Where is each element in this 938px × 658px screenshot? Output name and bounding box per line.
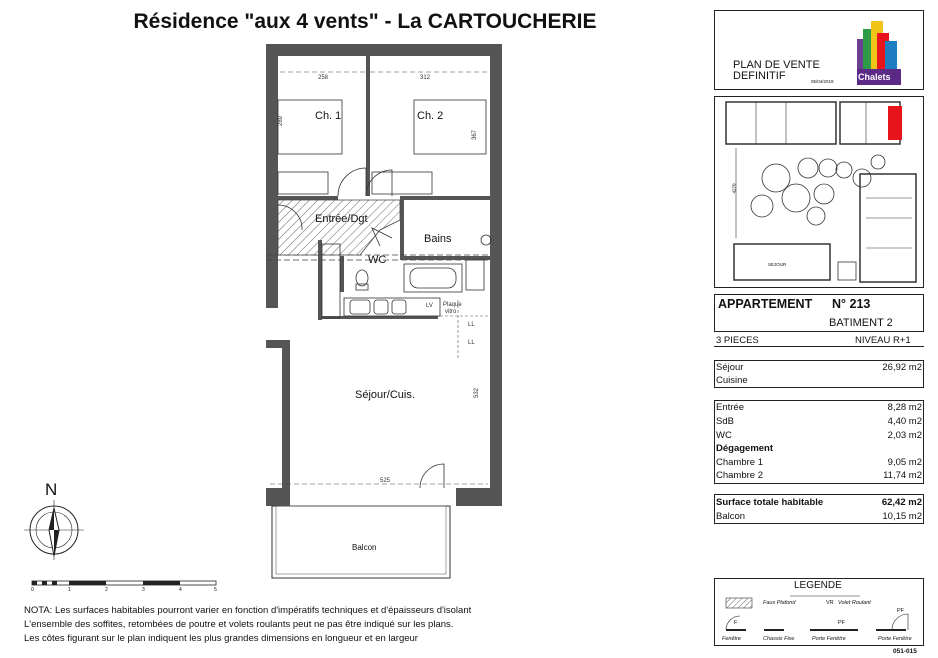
area-row-sejour: Séjour 26,92 m2 [716, 362, 922, 373]
wall-bottom-right [456, 488, 502, 506]
wall-left-mid [266, 258, 278, 308]
compass-north: N [45, 480, 58, 499]
legend-faux-plafond: Faux Plafond [763, 600, 796, 606]
plan-date: 05/04/2018 [811, 79, 834, 84]
divider [714, 346, 924, 347]
legend-pf-1: PF [838, 620, 846, 626]
wall-bottom-left [266, 488, 290, 506]
legend-porte-fenetre-2: Porte Fenêtre [878, 636, 912, 642]
legend-f: F [734, 620, 738, 626]
note-line-3: Les côtes figurant sur le plan indiquent les plus grandes dimensions en longueur et en largeur [24, 633, 418, 644]
legend-vr: VR [826, 600, 834, 606]
legend-pf-2: PF [897, 608, 905, 614]
page-title: Résidence "aux 4 vents" - La CARTOUCHERIE [133, 10, 597, 33]
dim-532: 532 [474, 387, 481, 399]
wall-right [490, 44, 502, 506]
room-label-balcon: Balcon [352, 543, 377, 552]
area-row-balcon: Balcon 10,15 m2 [716, 511, 922, 522]
area-row-total: Surface totale habitable 62,42 m2 [716, 497, 922, 508]
key-plan [716, 98, 922, 286]
label-lv: LV [426, 303, 433, 309]
label-vitro: vitro [445, 309, 457, 315]
dim-258: 258 [318, 75, 329, 81]
key-plan-sejour: SEJOUR [768, 262, 787, 267]
note-line-1: NOTA: Les surfaces habitables pourront varier en fonction d'impératifs techniques et d'épaisseurs d'isolant [24, 605, 472, 616]
legend-porte-fenetre: Porte Fenêtre [812, 636, 846, 642]
highlight-apartment [888, 106, 902, 140]
area-row-wc: WC 2,03 m2 [716, 430, 922, 441]
label-plaque: Plaque [443, 302, 462, 308]
apartment-building: BATIMENT 2 [829, 317, 893, 329]
wall-left-lower [282, 340, 290, 488]
dim-525: 525 [380, 478, 391, 484]
label-ll-1: LL [468, 322, 475, 328]
area-row-degagement: Dégagement [716, 443, 774, 454]
area-row-chambre1: Chambre 1 9,05 m2 [716, 457, 922, 468]
room-label-ch1: Ch. 1 [315, 110, 342, 122]
legend-title: LEGENDE [794, 580, 842, 591]
apartment-niveau: NIVEAU R+1 [855, 335, 911, 346]
legend-volet: Volet Roulant [838, 600, 871, 606]
area-row-cuisine: Cuisine [716, 375, 748, 386]
legend-fenetre: Fenêtre [722, 636, 741, 642]
key-plan-dim: 4270 [731, 183, 737, 194]
room-label-wc: WC [368, 254, 387, 266]
area-row-chambre2: Chambre 2 11,74 m2 [716, 470, 922, 481]
room-label-sejour: Séjour/Cuis. [355, 389, 415, 401]
dim-312: 312 [420, 75, 431, 81]
apartment-label: APPARTEMENT [718, 297, 813, 311]
room-label-entree: Entrée/Dgt [315, 213, 368, 225]
legend-chassis: Chassis Fixe [763, 636, 795, 642]
logo-text: Chalets [858, 72, 891, 82]
wall-left-upper [266, 44, 278, 259]
room-label-ch2: Ch. 2 [417, 110, 444, 122]
plan-title: PLAN DE VENTE DEFINITIF [733, 59, 820, 82]
label-ll-2: LL [468, 340, 475, 346]
document-ref: 051-015 [893, 648, 917, 655]
dim-289: 289 [278, 115, 285, 127]
wall-top [266, 44, 502, 56]
area-row-entree: Entrée 8,28 m2 [716, 402, 922, 413]
area-row-sdb: SdB 4,40 m2 [716, 416, 922, 427]
dim-367: 367 [472, 129, 479, 141]
apartment-number: N° 213 [832, 297, 871, 311]
note-line-2: L'ensemble des soffites, retombées de poutre et volets roulants peut ne pas être indiqué sur les plans. [24, 619, 454, 630]
apartment-pieces: 3 PIECES [716, 335, 759, 346]
room-label-bains: Bains [424, 233, 452, 245]
